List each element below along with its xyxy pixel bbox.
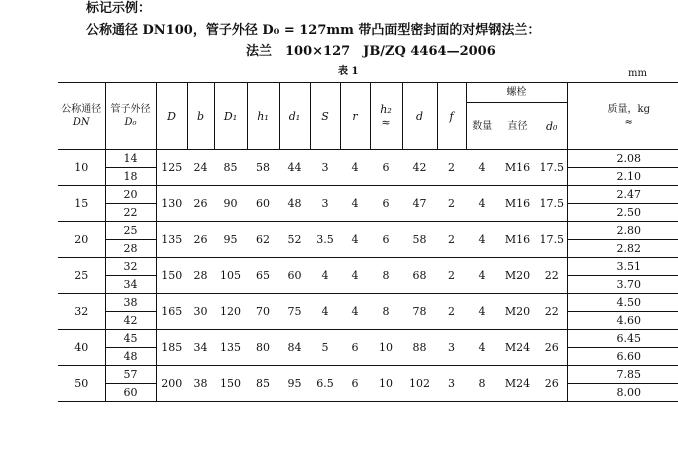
header-bolt-d0: d₀ [537,103,567,150]
cell-b: 26 [187,186,214,222]
cell-mass: 7.85 [567,366,678,384]
cell-D: 135 [156,222,187,258]
cell-D: 125 [156,150,187,186]
cell-r: 6 [340,330,370,366]
header-bolt: 螺栓 [466,83,567,103]
cell-pipe-od: 28 [105,240,156,258]
cell-f: 2 [437,258,466,294]
cell-f: 2 [437,186,466,222]
cell-pipe-od: 48 [105,348,156,366]
cell-h1: 80 [247,330,279,366]
cell-h2: 6 [370,150,402,186]
header-D1: D₁ [214,83,247,150]
table-caption: 表 1 [338,66,359,77]
cell-h2: 10 [370,366,402,402]
cell-mass: 3.51 [567,258,678,276]
cell-bolt-qty: 4 [466,150,498,186]
cell-bolt-dia: M20 [498,258,537,294]
spec-table [58,82,678,402]
cell-bolt-d0: 22 [537,258,567,294]
header-pipe-od-symbol: D₀ [124,117,137,128]
cell-mass: 2.08 [567,150,678,168]
cell-mass: 2.50 [567,204,678,222]
cell-pipe-od: 38 [105,294,156,312]
header-r: r [340,83,370,150]
header-mass-approx: ≈ [624,117,633,128]
cell-d1: 75 [279,294,310,330]
cell-h2: 8 [370,294,402,330]
cell-h2: 6 [370,186,402,222]
cell-h2: 6 [370,222,402,258]
table-row [58,366,678,384]
header-mass-label: 质量，kg [607,104,650,115]
header-h2 [370,83,402,150]
cell-d1: 60 [279,258,310,294]
cell-D: 185 [156,330,187,366]
cell-h1: 65 [247,258,279,294]
cell-d: 47 [402,186,437,222]
header-dn-symbol: DN [72,117,90,128]
table-row [58,150,678,168]
cell-f: 2 [437,150,466,186]
unit-label: mm [628,68,647,79]
header-dn [58,83,105,150]
cell-f: 3 [437,330,466,366]
cell-bolt-qty: 4 [466,222,498,258]
cell-dn: 20 [58,222,105,258]
header-h1: h₁ [247,83,279,150]
cell-pipe-od: 34 [105,276,156,294]
cell-h1: 85 [247,366,279,402]
cell-D: 130 [156,186,187,222]
cell-r: 4 [340,294,370,330]
cell-bolt-d0: 17.5 [537,222,567,258]
cell-dn: 50 [58,366,105,402]
cell-bolt-qty: 4 [466,294,498,330]
cell-bolt-dia: M24 [498,330,537,366]
cell-D: 150 [156,258,187,294]
cell-D: 200 [156,366,187,402]
cell-h1: 70 [247,294,279,330]
cell-b: 38 [187,366,214,402]
header-d1: d₁ [279,83,310,150]
cell-d: 78 [402,294,437,330]
cell-bolt-d0: 17.5 [537,186,567,222]
cell-h1: 62 [247,222,279,258]
header-h2-symbol: h₂ [380,103,392,116]
cell-r: 4 [340,186,370,222]
cell-d: 68 [402,258,437,294]
header-D: D [156,83,187,150]
header-pipe-od [105,83,156,150]
cell-bolt-d0: 26 [537,366,567,402]
cell-bolt-qty: 4 [466,186,498,222]
header-f: f [437,83,466,150]
header-d: d [402,83,437,150]
cell-bolt-dia: M20 [498,294,537,330]
cell-S: 4 [310,294,340,330]
cell-f: 2 [437,294,466,330]
cell-h1: 60 [247,186,279,222]
flange-dimension-table [58,82,670,402]
cell-mass: 8.00 [567,384,678,402]
cell-S: 3.5 [310,222,340,258]
cell-d: 58 [402,222,437,258]
cell-r: 4 [340,150,370,186]
header-mass [567,83,678,150]
header-S: S [310,83,340,150]
header-pipe-od-label: 管子外径 [110,104,151,115]
cell-D1: 120 [214,294,247,330]
cell-pipe-od: 18 [105,168,156,186]
table-row [58,330,678,348]
marking-designation: 法兰 100×127 JB/ZQ 4464—2006 [246,44,496,59]
cell-pipe-od: 25 [105,222,156,240]
cell-dn: 10 [58,150,105,186]
cell-D: 165 [156,294,187,330]
cell-r: 4 [340,222,370,258]
cell-mass: 2.10 [567,168,678,186]
cell-b: 34 [187,330,214,366]
cell-pipe-od: 45 [105,330,156,348]
header-bolt-qty: 数量 [466,103,498,150]
cell-d1: 95 [279,366,310,402]
cell-S: 3 [310,186,340,222]
cell-mass: 2.82 [567,240,678,258]
cell-D1: 95 [214,222,247,258]
cell-b: 26 [187,222,214,258]
cell-mass: 4.50 [567,294,678,312]
cell-pipe-od: 20 [105,186,156,204]
cell-bolt-dia: M24 [498,366,537,402]
cell-bolt-qty: 8 [466,366,498,402]
table-row [58,258,678,276]
cell-S: 6.5 [310,366,340,402]
cell-d1: 84 [279,330,310,366]
cell-dn: 32 [58,294,105,330]
cell-pipe-od: 42 [105,312,156,330]
cell-mass: 6.45 [567,330,678,348]
cell-D1: 90 [214,186,247,222]
cell-D1: 150 [214,366,247,402]
cell-bolt-dia: M16 [498,222,537,258]
cell-d: 88 [402,330,437,366]
header-dn-label: 公称通径 [61,104,102,115]
cell-bolt-qty: 4 [466,258,498,294]
cell-d1: 48 [279,186,310,222]
cell-h1: 58 [247,150,279,186]
cell-pipe-od: 32 [105,258,156,276]
cell-bolt-d0: 22 [537,294,567,330]
cell-pipe-od: 57 [105,366,156,384]
cell-b: 28 [187,258,214,294]
cell-dn: 25 [58,258,105,294]
table-row [58,294,678,312]
cell-bolt-d0: 26 [537,330,567,366]
cell-pipe-od: 60 [105,384,156,402]
cell-bolt-dia: M16 [498,150,537,186]
cell-h2: 8 [370,258,402,294]
cell-mass: 2.47 [567,186,678,204]
cell-mass: 2.80 [567,222,678,240]
table-row [58,186,678,204]
cell-D1: 85 [214,150,247,186]
cell-D1: 135 [214,330,247,366]
cell-r: 4 [340,258,370,294]
cell-d: 102 [402,366,437,402]
cell-mass: 3.70 [567,276,678,294]
section-heading: 标记示例： [86,1,152,16]
cell-b: 30 [187,294,214,330]
table-row [58,222,678,240]
header-b: b [187,83,214,150]
cell-f: 3 [437,366,466,402]
cell-mass: 6.60 [567,348,678,366]
cell-S: 5 [310,330,340,366]
header-h2-approx: ≈ [381,116,391,129]
cell-S: 4 [310,258,340,294]
marking-example-text: 公称通径 DN100，管子外径 D₀ = 127mm 带凸面型密封面的对焊钢法兰： [86,23,541,38]
cell-d1: 44 [279,150,310,186]
cell-r: 6 [340,366,370,402]
cell-h2: 10 [370,330,402,366]
cell-bolt-qty: 4 [466,330,498,366]
cell-bolt-d0: 17.5 [537,150,567,186]
cell-pipe-od: 22 [105,204,156,222]
cell-f: 2 [437,222,466,258]
cell-bolt-dia: M16 [498,186,537,222]
cell-S: 3 [310,150,340,186]
cell-d1: 52 [279,222,310,258]
header-bolt-dia: 直径 [498,103,537,150]
cell-b: 24 [187,150,214,186]
cell-dn: 40 [58,330,105,366]
cell-dn: 15 [58,186,105,222]
cell-pipe-od: 14 [105,150,156,168]
cell-D1: 105 [214,258,247,294]
cell-d: 42 [402,150,437,186]
cell-mass: 4.60 [567,312,678,330]
